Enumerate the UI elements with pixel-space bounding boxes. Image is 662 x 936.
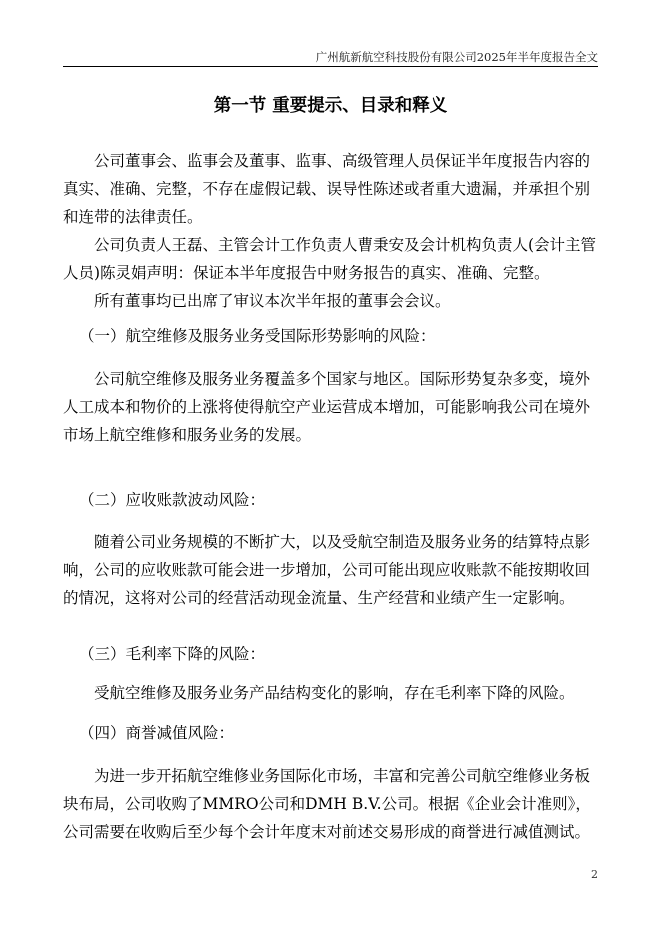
page-header: 广州航新航空科技股份有限公司2025年半年度报告全文 bbox=[315, 50, 598, 64]
header-divider bbox=[63, 66, 598, 67]
statement-paragraph-3: 所有董事均已出席了审议本次半年报的董事会会议。 bbox=[94, 292, 451, 310]
risk-paragraph-1: 公司航空维修及服务业务覆盖多个国家与地区。国际形势复杂多变，境外人工成本和物价的上涨将使得航空产业运营成本增加，可能影响我公司在境外市场上航空维修和服务业务的发展。 bbox=[63, 370, 591, 444]
risk-paragraph-3: 受航空维修及服务业务产品结构变化的影响，存在毛利率下降的风险。 bbox=[94, 684, 575, 702]
section-title: 第一节 重要提示、目录和释义 bbox=[213, 96, 448, 116]
page-number: 2 bbox=[591, 868, 598, 881]
risk-heading-2: （二）应收账款波动风险： bbox=[79, 491, 266, 509]
risk-heading-4: （四）商誉减值风险： bbox=[79, 724, 235, 742]
statement-paragraph-2: 公司负责人王磊、主管会计工作负责人曹秉安及会计机构负责人(会计主管人员)陈灵娟声明：保证本半年度报告中财务报告的真实、准确、完整。 bbox=[63, 236, 597, 282]
risk-paragraph-4: 为进一步开拓航空维修业务国际化市场，丰富和完善公司航空维修业务板块布局，公司收购了MMRO公司和DMH B.V.公司。根据《企业会计准则》，公司需要在收购后至少每个会计年度末对前述交易形成的商誉进行减值测试。 bbox=[63, 767, 591, 841]
risk-heading-3: （三）毛利率下降的风险： bbox=[79, 645, 266, 663]
risk-paragraph-2: 随着公司业务规模的不断扩大，以及受航空制造及服务业务的结算特点影响，公司的应收账款可能会进一步增加，公司可能出现应收账款不能按期收回的情况，这将对公司的经营活动现金流量、生产经营和业绩产生一定影响。 bbox=[63, 533, 591, 607]
statement-paragraph-1: 公司董事会、监事会及董事、监事、高级管理人员保证半年度报告内容的真实、准确、完整，不存在虚假记载、误导性陈述或者重大遗漏，并承担个别和连带的法律责任。 bbox=[63, 152, 591, 226]
risk-heading-1: （一）航空维修及服务业务受国际形势影响的风险： bbox=[79, 327, 436, 345]
